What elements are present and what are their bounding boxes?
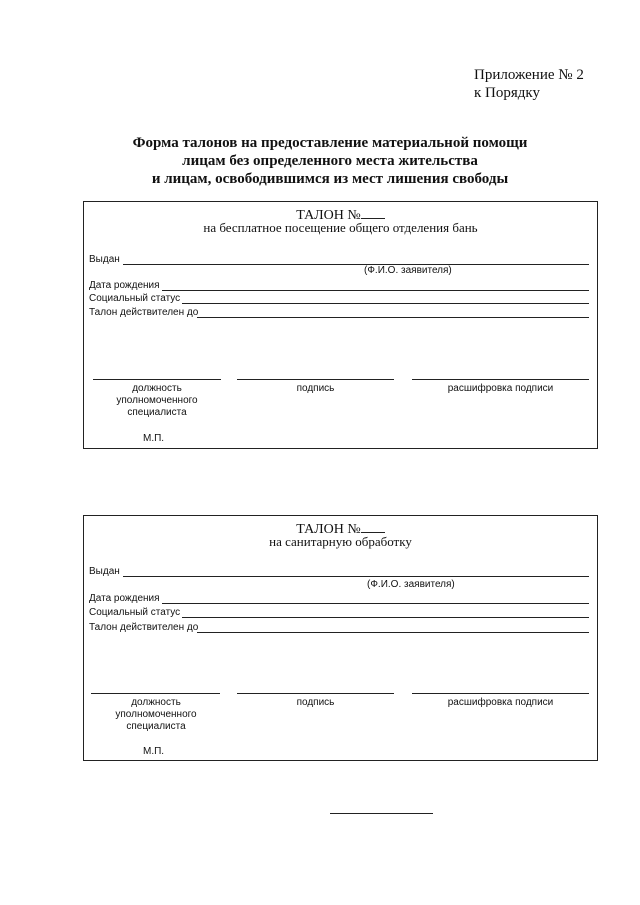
- signature-line[interactable]: [237, 693, 394, 694]
- position-signature-line[interactable]: [93, 379, 221, 380]
- issued-field[interactable]: [123, 576, 589, 577]
- title-line-1: Форма талонов на предоставление материальной помощи: [132, 135, 528, 151]
- coupon-bath: [83, 201, 598, 449]
- decoding-signature-line[interactable]: [412, 693, 589, 694]
- birth-date-label: Дата рождения: [89, 280, 160, 291]
- valid-until-label: Талон действителен до: [89, 622, 199, 633]
- valid-until-field[interactable]: [197, 317, 589, 318]
- position-label-line-2: уполномоченного: [115, 709, 197, 720]
- coupon-subtitle: на санитарную обработку: [269, 534, 412, 549]
- social-status-field[interactable]: [182, 617, 589, 618]
- birth-date-field[interactable]: [162, 603, 589, 604]
- social-status-field[interactable]: [182, 303, 589, 304]
- position-label-line-3: специалиста: [127, 407, 187, 418]
- appendix-line-1: Приложение № 2: [474, 67, 584, 83]
- social-status-label: Социальный статус: [89, 607, 181, 618]
- fio-hint: (Ф.И.О. заявителя): [364, 265, 452, 276]
- position-label-line-1: должность: [132, 383, 182, 394]
- title-line-3: и лицам, освободившимся из мест лишения свободы: [151, 171, 509, 187]
- position-label-line-1: должность: [131, 697, 181, 708]
- issued-label: Выдан: [89, 566, 120, 577]
- stamp-label: М.П.: [143, 746, 165, 757]
- social-status-label: Социальный статус: [89, 293, 181, 304]
- appendix-header: [474, 66, 584, 102]
- position-signature-line[interactable]: [91, 693, 220, 694]
- position-label: [84, 697, 228, 733]
- issued-label: Выдан: [89, 254, 120, 265]
- coupon-subtitle: на бесплатное посещение общего отделения бань: [203, 220, 478, 235]
- coupon-title-text: ТАЛОН №: [296, 522, 361, 537]
- coupon-title-text: ТАЛОН №: [296, 208, 361, 223]
- signature-line[interactable]: [237, 379, 394, 380]
- position-label-line-3: специалиста: [126, 721, 186, 732]
- valid-until-field[interactable]: [197, 632, 589, 633]
- decoding-label: расшифровка подписи: [447, 697, 554, 708]
- issued-field[interactable]: [123, 264, 589, 265]
- coupon-number-field[interactable]: [361, 205, 385, 219]
- coupon-number-field[interactable]: [361, 519, 385, 533]
- decoding-signature-line[interactable]: [412, 379, 589, 380]
- footer-separator: [330, 813, 433, 814]
- position-label-line-2: уполномоченного: [116, 395, 198, 406]
- decoding-label: расшифровка подписи: [447, 383, 554, 394]
- appendix-line-2: к Порядку: [474, 85, 540, 101]
- birth-date-field[interactable]: [162, 290, 589, 291]
- title-line-2: лицам без определенного места жительства: [182, 153, 478, 169]
- stamp-label: М.П.: [143, 433, 165, 444]
- fio-hint: (Ф.И.О. заявителя): [367, 579, 455, 590]
- valid-until-label: Талон действителен до: [89, 307, 199, 318]
- signature-label: подпись: [296, 697, 335, 708]
- document-title: [110, 134, 550, 188]
- coupon-sanitary: [83, 515, 598, 761]
- signature-label: подпись: [296, 383, 335, 394]
- birth-date-label: Дата рождения: [89, 593, 160, 604]
- position-label: [84, 383, 230, 419]
